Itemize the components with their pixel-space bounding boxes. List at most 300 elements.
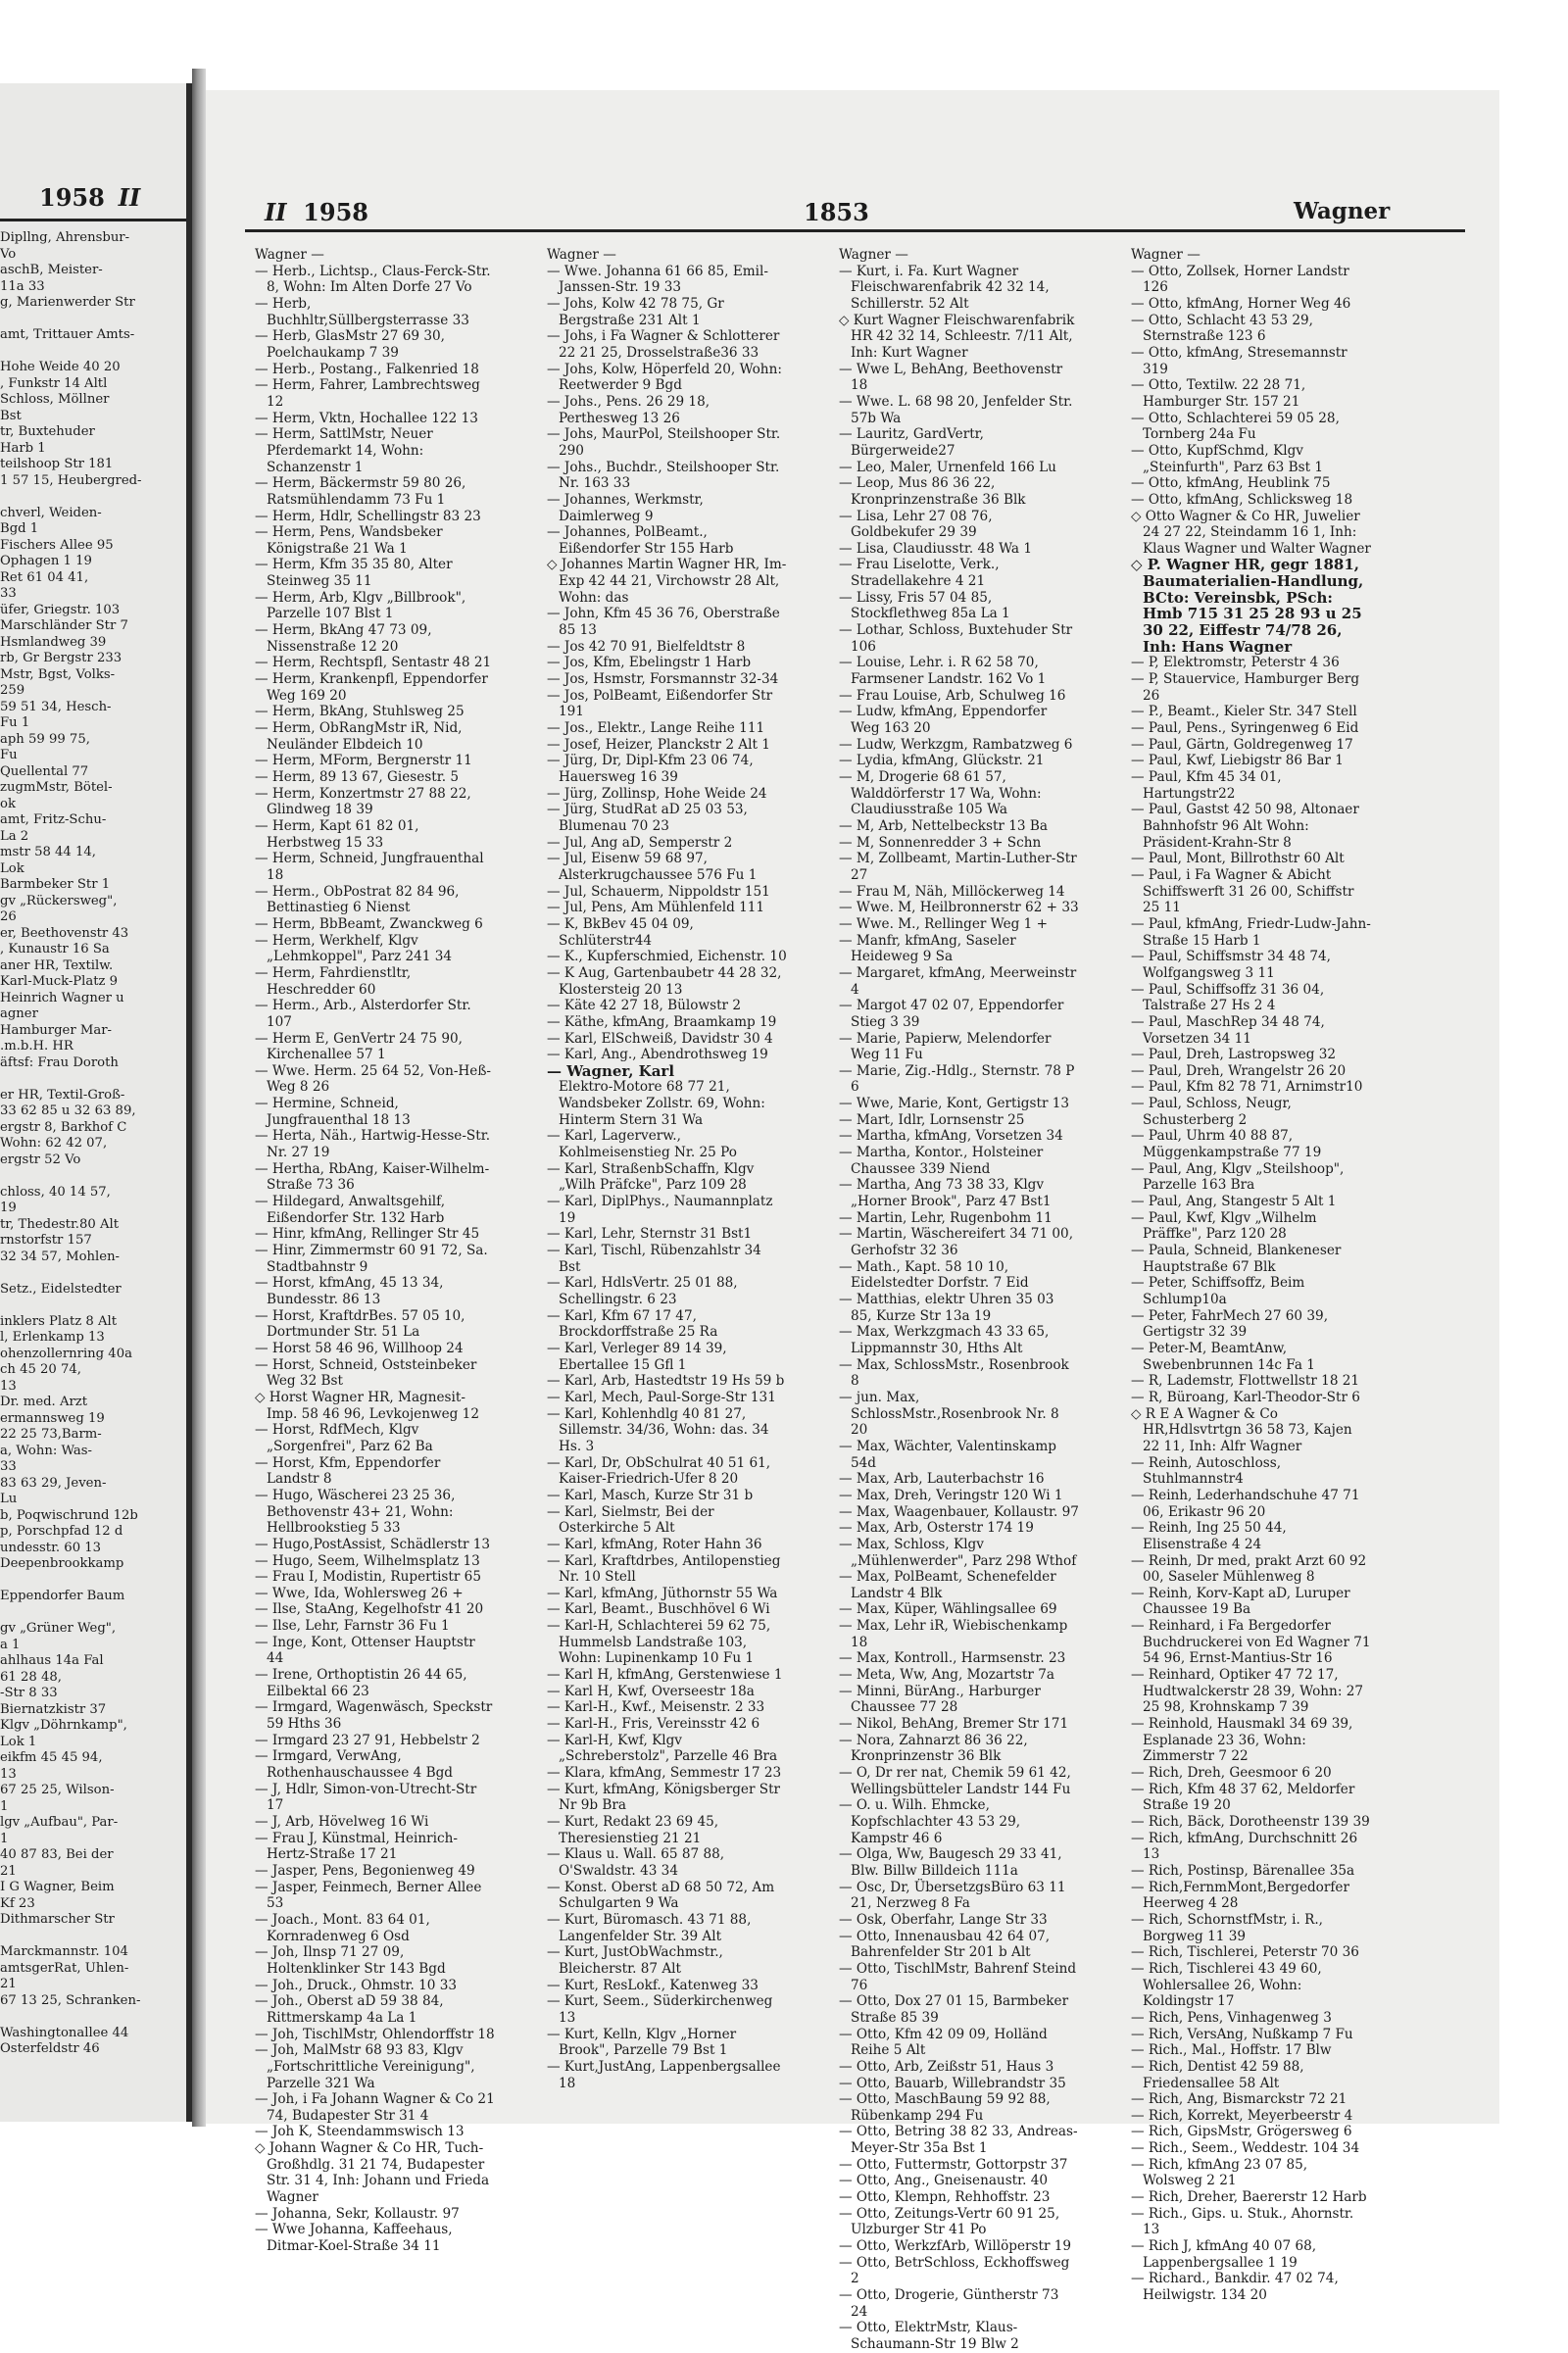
left-page-line: Quellental 77 bbox=[0, 763, 89, 779]
directory-entry: — Mart, Idlr, Lornsenstr 25 bbox=[839, 1111, 1025, 1128]
directory-entry: — Karl, Ang., Abendrothsweg 19 bbox=[547, 1047, 768, 1063]
directory-entry: — Herm, Arb, Klgv „Billbrook", Parzelle 107 Blst 1 bbox=[255, 589, 466, 622]
left-page-line: -Str 8 33 bbox=[0, 1686, 58, 1700]
directory-entry: — Peter, FahrMech 27 60 39, Gertigstr 32 39 bbox=[1131, 1307, 1329, 1341]
directory-entry: — Karl, kfmAng, Roter Hahn 36 bbox=[547, 1536, 762, 1552]
directory-entry: — Jos, Kfm, Ebelingstr 1 Harb bbox=[547, 655, 752, 671]
left-page-line: ermannsweg 19 bbox=[0, 1410, 105, 1426]
left-page-line: I G Wagner, Beim bbox=[0, 1880, 115, 1894]
directory-entry: — Herm, Kapt 61 82 01, Herbstweg 15 33 bbox=[255, 817, 419, 851]
directory-entry: — Herm, Krankenpfl, Eppendorfer Weg 169 20 bbox=[255, 671, 488, 704]
directory-entry: — Rich, Dreh, Geesmoor 6 20 bbox=[1131, 1765, 1332, 1782]
directory-entry: — Konst. Oberst aD 68 50 72, Am Schulgarten 9 Wa bbox=[547, 1879, 775, 1912]
directory-entry: — Herm, 89 13 67, Giesestr. 5 bbox=[255, 769, 460, 785]
left-page-line: 1 bbox=[0, 1798, 9, 1814]
directory-entry: — Peter, Schiffsoffz, Beim Schlump10a bbox=[1131, 1275, 1305, 1307]
directory-entry: — Karl, Mech, Paul-Sorge-Str 131 bbox=[547, 1389, 776, 1405]
directory-entry: — Otto, Arb, Zeißstr 51, Haus 3 bbox=[839, 2058, 1054, 2075]
directory-entry: — Karl, Lehr, Sternstr 31 Bst1 bbox=[547, 1226, 753, 1243]
directory-entry: — Max, Werkzgmach 43 33 65, Lippmannstr 30, Hths Alt bbox=[839, 1324, 1050, 1356]
left-page-line: 1 bbox=[0, 1831, 9, 1846]
directory-entry: — Rich, Kfm 48 37 62, Meldorfer Straße 19 20 bbox=[1131, 1781, 1355, 1814]
directory-entry: — Rich., Seem., Weddestr. 104 34 bbox=[1131, 2140, 1360, 2157]
directory-entry: — Otto, kfmAng, Stresemannstr 319 bbox=[1131, 344, 1348, 377]
directory-entry: — Rich, SchornstfMstr, i. R., Borgweg 11 39 bbox=[1131, 1911, 1323, 1944]
directory-entry: — Kurt, ResLokf., Katenweg 33 bbox=[547, 1977, 759, 1993]
directory-entry: — Otto, KupfSchmd, Klgv „Steinfurth", Parz 63 Bst 1 bbox=[1131, 442, 1323, 475]
directory-entry: — Nora, Zahnarzt 86 36 22, Kronprinzenstr 36 Blk bbox=[839, 1732, 1028, 1765]
left-page-line: , Funkstr 14 Altl bbox=[0, 375, 108, 391]
directory-entry: — P, Elektromstr, Peterstr 4 36 bbox=[1131, 655, 1340, 671]
directory-entry: — Jul, Eisenw 59 68 97, Alsterkrugchaussee 576 Fu 1 bbox=[547, 851, 758, 883]
directory-entry: — Herm, Hdlr, Schellingstr 83 23 bbox=[255, 508, 481, 524]
left-page-line: Ret 61 04 41, bbox=[0, 569, 89, 585]
directory-entry: — jun. Max, SchlossMstr.,Rosenbrook Nr. 8 20 bbox=[839, 1389, 1059, 1439]
directory-entry: — Jos 42 70 91, Bielfeldtstr 8 bbox=[547, 638, 746, 655]
left-page-line bbox=[0, 1265, 182, 1282]
directory-entry: — Martin, Wäschereifert 34 71 00, Gerhofstr 32 36 bbox=[839, 1226, 1074, 1259]
directory-entry: — Paul, i Fa Wagner & Abicht Schiffswerft 31 26 00, Schiffstr 25 11 bbox=[1131, 866, 1354, 916]
directory-entry: — Karl H, kfmAng, Gerstenwiese 1 bbox=[547, 1667, 783, 1684]
directory-entry: — Jos., Elektr., Lange Reihe 111 bbox=[547, 720, 765, 737]
column-heading: Wagner — bbox=[255, 247, 324, 263]
directory-entry: — M, Sonnenredder 3 + Schn bbox=[839, 834, 1042, 851]
column-heading: Wagner — bbox=[1131, 247, 1200, 263]
directory-entry: — Rich, Ang, Bismarckstr 72 21 bbox=[1131, 2091, 1348, 2108]
left-page-line: ahlhaus 14a Fal bbox=[0, 1653, 104, 1668]
left-page-line: Marckmannstr. 104 bbox=[0, 1944, 128, 1959]
directory-entry: — Karl, Kfm 67 17 47, Brockdorffstraße 25 Ra bbox=[547, 1307, 718, 1341]
directory-entry: — Frau M, Näh, Millöckerweg 14 bbox=[839, 883, 1065, 900]
left-page-line: rb, Gr Bergstr 233 bbox=[0, 651, 122, 665]
directory-entry: — Inge, Kont, Ottenser Hauptstr 44 bbox=[255, 1634, 475, 1667]
directory-entry: — Nikol, BehAng, Bremer Str 171 bbox=[839, 1716, 1069, 1733]
left-page-line: 259 bbox=[0, 683, 25, 698]
directory-entry: — Paul, Kfm 45 34 01, Hartungstr22 bbox=[1131, 769, 1282, 802]
directory-entry: — Paul, Kwf, Liebigstr 86 Bar 1 bbox=[1131, 753, 1344, 769]
directory-entry: — Karl, Tischl, Rübenzahlstr 34 Bst bbox=[547, 1243, 761, 1275]
directory-entry: — Reinhard, i Fa Bergedorfer Buchdruckerei von Ed Wagner 71 54 96, Ernst-Mantius-Str 16 bbox=[1131, 1618, 1371, 1667]
directory-entry: — Horst, Schneid, Oststeinbeker Weg 32 Bst bbox=[255, 1356, 477, 1390]
directory-entry: — Herm, Fahrdienstltr, Heschredder 60 bbox=[255, 964, 412, 998]
left-page-line: aph 59 99 75, bbox=[0, 731, 90, 747]
left-page-line: Heinrich Wagner u bbox=[0, 990, 124, 1005]
directory-entry: — Karl-H, Schlachterei 59 62 75, Hummelsb Landstraße 103, Wohn: Lupinenkamp 10 Fu 1 bbox=[547, 1618, 771, 1667]
left-page-line: .m.b.H. HR bbox=[0, 1039, 74, 1054]
left-page-line: 67 25 25, Wilson- bbox=[0, 1783, 115, 1797]
directory-entry: — Osk, Oberfahr, Lange Str 33 bbox=[839, 1911, 1048, 1928]
left-page-line: rnstorfstr 157 bbox=[0, 1233, 92, 1248]
directory-entry: — Otto, TischlMstr, Bahrenf Steind 76 bbox=[839, 1960, 1077, 1993]
directory-entry: — O, Dr rer nat, Chemik 59 61 42, Wellingsbütteler Landstr 144 Fu bbox=[839, 1765, 1071, 1797]
left-page-line: ergstr 8, Barkhof C bbox=[0, 1119, 127, 1135]
left-page-line: La 2 bbox=[0, 828, 29, 844]
left-page-line: gv „Rückersweg", bbox=[0, 893, 118, 908]
left-page-line: 83 63 29, Jeven- bbox=[0, 1475, 107, 1491]
directory-entry: — Irene, Orthoptistin 26 44 65, Eilbektal 66 23 bbox=[255, 1667, 467, 1699]
directory-column-1 bbox=[255, 247, 495, 2255]
directory-entry: — Käte 42 27 18, Bülowstr 2 bbox=[547, 998, 741, 1014]
directory-entry: — Horst, Kfm, Eppendorfer Landstr 8 bbox=[255, 1454, 441, 1488]
left-page-line: er HR, Textil-Groß- bbox=[0, 1087, 125, 1103]
directory-entry: ◇ Horst Wagner HR, Magnesit-Imp. 58 46 96, Levkojenweg 12 bbox=[255, 1389, 479, 1422]
left-page-year: 1958 bbox=[39, 183, 105, 212]
directory-entry: — Paul, Gastst 42 50 98, Altonaer Bahnhofstr 96 Alt Wohn: Präsident-Krahn-Str 8 bbox=[1131, 802, 1359, 851]
left-page-line: 59 51 34, Hesch- bbox=[0, 699, 112, 714]
directory-column-4 bbox=[1131, 247, 1371, 2304]
directory-entry: — Rich, Korrekt, Meyerbeerstr 4 bbox=[1131, 2107, 1353, 2124]
left-page-line: ergstr 52 Vo bbox=[0, 1152, 81, 1167]
left-page-line bbox=[0, 1573, 182, 1590]
directory-entry: — Jul, Ang aD, Semperstr 2 bbox=[547, 834, 733, 851]
directory-entry: — Joh, Ilnsp 71 27 09, Holtenklinker Str 143 Bgd bbox=[255, 1944, 446, 1977]
directory-entry: — Hinr, kfmAng, Rellinger Str 45 bbox=[255, 1226, 480, 1243]
directory-entry: — Karl, Masch, Kurze Str 31 b bbox=[547, 1487, 754, 1503]
column-heading: Wagner — bbox=[839, 247, 908, 263]
directory-entry: — Karl, HdlsVertr. 25 01 88, Schellingstr. 6 23 bbox=[547, 1275, 738, 1307]
directory-entry: — Matthias, elektr Uhren 35 03 85, Kurze Str 13a 19 bbox=[839, 1292, 1054, 1324]
directory-entry: — Olga, Ww, Baugesch 29 33 41, Blw. Billw Billdeich 111a bbox=[839, 1846, 1062, 1879]
left-page-line: Biernatzkistr 37 bbox=[0, 1701, 107, 1717]
left-page-line: Karl-Muck-Platz 9 bbox=[0, 974, 119, 989]
directory-entry: — Rich, kfmAng, Durchschnitt 26 13 bbox=[1131, 1830, 1358, 1863]
directory-entry: — Kurt, JustObWachmstr., Bleicherstr. 87 Alt bbox=[547, 1944, 723, 1977]
left-page-line: 26 bbox=[0, 909, 17, 924]
directory-entry: — Otto, Dox 27 01 15, Barmbeker Straße 85 39 bbox=[839, 1993, 1069, 2026]
directory-entry: — Jos, Hsmstr, Forsmannstr 32-34 bbox=[547, 671, 779, 688]
right-page-volume: II bbox=[265, 198, 287, 226]
directory-entry: — P, Stauervice, Hamburger Berg 26 bbox=[1131, 671, 1360, 704]
left-page-line: eikfm 45 45 94, bbox=[0, 1750, 103, 1765]
directory-entry: — Irmgard, VerwAng, Rothenhauschaussee 4 Bgd bbox=[255, 1748, 453, 1782]
directory-entry: — Otto, WerkzfArb, Willöperstr 19 bbox=[839, 2238, 1072, 2255]
left-page-line: 40 87 83, Bei der bbox=[0, 1847, 114, 1862]
directory-entry: — Max, Wächter, Valentinskamp 54d bbox=[839, 1438, 1056, 1471]
left-page-line: amt, Fritz-Schu- bbox=[0, 812, 107, 827]
left-page-line: gv „Grüner Weg", bbox=[0, 1621, 117, 1636]
directory-entry: — Paul, Mont, Billrothstr 60 Alt bbox=[1131, 851, 1345, 867]
directory-entry: — Joh, MalMstr 68 93 83, Klgv „Fortschrittliche Vereinigung", Parzelle 321 Wa bbox=[255, 2042, 475, 2091]
directory-entry: — Herb., Postang., Falkenried 18 bbox=[255, 361, 479, 377]
directory-entry: — Lissy, Fris 57 04 85, Stockflethweg 85a La 1 bbox=[839, 589, 1010, 622]
directory-entry: — Karl, Kohlenhdlg 40 81 27, Sillemstr. 34/36, Wohn: das. 34 Hs. 3 bbox=[547, 1405, 769, 1454]
directory-entry: — Herm, ObRangMstr iR, Nid, Neuländer Elbdeich 10 bbox=[255, 720, 463, 753]
directory-entry: — Paul, Schiffsmstr 34 48 74, Wolfgangsweg 3 11 bbox=[1131, 949, 1331, 981]
left-page-line: Fu bbox=[0, 748, 18, 762]
left-page-line: b, Poqwischrund 12b bbox=[0, 1507, 138, 1523]
directory-entry: — Lisa, Lehr 27 08 76, Goldbekufer 29 39 bbox=[839, 508, 993, 541]
directory-entry: — Johs., Pens. 26 29 18, Perthesweg 13 26 bbox=[547, 393, 710, 426]
directory-entry: — Karl, DiplPhys., Naumannplatz 19 bbox=[547, 1194, 773, 1226]
directory-entry: ◇ P. Wagner HR, gegr 1881, Baumaterialien-Handlung, BCto: Vereinsbk, PSch: Hmb 715 31 25 28 93 u 25 30 22, Eiffestr 74/78 26, Inh: Hans Wagner bbox=[1131, 556, 1364, 656]
directory-entry: — Hildegard, Anwaltsgehilf, Eißendorfer Str. 132 Harb bbox=[255, 1194, 446, 1226]
directory-entry: — Johannes, Werkmstr, Daimlerweg 9 bbox=[547, 491, 704, 524]
directory-entry: — Otto, kfmAng, Heublink 75 bbox=[1131, 475, 1331, 492]
directory-entry: — Otto, Ang., Gneisenaustr. 40 bbox=[839, 2173, 1049, 2189]
directory-entry: — Paul, Ang, Stangestr 5 Alt 1 bbox=[1131, 1194, 1337, 1210]
directory-entry: — Hertha, RbAng, Kaiser-Wilhelm-Straße 73 36 bbox=[255, 1160, 490, 1194]
left-page-line: mstr 58 44 14, bbox=[0, 845, 96, 859]
left-page-header bbox=[39, 183, 140, 212]
directory-entry: — Herm, BkAng, Stuhlsweg 25 bbox=[255, 704, 465, 720]
directory-entry: — Rich, Pens, Vinhagenweg 3 bbox=[1131, 2009, 1332, 2026]
directory-entry: — Lauritz, GardVertr, Bürgerweide27 bbox=[839, 426, 984, 459]
directory-entry: — Kurt,JustAng, Lappenbergsallee 18 bbox=[547, 2058, 781, 2091]
directory-entry: — Wwe, Marie, Kont, Gertigstr 13 bbox=[839, 1096, 1070, 1112]
left-page-line: , Kunaustr 16 Sa bbox=[0, 942, 110, 956]
left-page-line: Dipllng, Ahrensbur- bbox=[0, 230, 130, 245]
directory-entry: — Joh, TischlMstr, Ohlendorffstr 18 bbox=[255, 2026, 495, 2042]
left-page-line: 32 34 57, Mohlen- bbox=[0, 1249, 121, 1264]
directory-entry: — Karl, kfmAng, Jüthornstr 55 Wa bbox=[547, 1585, 778, 1601]
left-page-line: Vo bbox=[0, 246, 17, 262]
directory-entry: — Herta, Näh., Hartwig-Hesse-Str. Nr. 27 19 bbox=[255, 1128, 491, 1161]
left-page-line bbox=[0, 1929, 182, 1945]
directory-entry: — Wwe. L. 68 98 20, Jenfelder Str. 57b Wa bbox=[839, 393, 1073, 426]
directory-entry: — Otto, ElektrMstr, Klaus-Schaumann-Str 19 Blw 2 bbox=[839, 2320, 1019, 2352]
directory-entry: — Max, Waagenbauer, Kollaustr. 97 bbox=[839, 1503, 1079, 1520]
directory-entry: — Paul, Kfm 82 78 71, Arnimstr10 bbox=[1131, 1079, 1363, 1096]
directory-entry: — Käthe, kfmAng, Braamkamp 19 bbox=[547, 1013, 777, 1030]
directory-entry: — Rich., Gips. u. Stuk., Ahornstr. 13 bbox=[1131, 2205, 1354, 2238]
directory-entry: — Horst, kfmAng, 45 13 34, Bundesstr. 86 13 bbox=[255, 1275, 444, 1307]
directory-entry: — Kurt, kfmAng, Königsberger Str Nr 9b Bra bbox=[547, 1781, 781, 1814]
left-page-line bbox=[0, 1168, 182, 1185]
directory-entry: — Karl, ElSchweiß, Davidstr 30 4 bbox=[547, 1030, 773, 1047]
left-page-line: Marschländer Str 7 bbox=[0, 618, 128, 633]
directory-entry: — Reinh, Korv-Kapt aD, Luruper Chaussee 19 Ba bbox=[1131, 1585, 1350, 1618]
directory-entry: — Reinh, Lederhandschuhe 47 71 06, Erikastr 96 20 bbox=[1131, 1487, 1360, 1520]
left-page-line: lgv „Aufbau", Par- bbox=[0, 1815, 119, 1830]
left-page-line: 13 bbox=[0, 1766, 17, 1782]
directory-entry: — Herb, GlasMstr 27 69 30, Poelchaukamp 7 39 bbox=[255, 328, 445, 361]
left-page-line: Hamburger Mar- bbox=[0, 1022, 112, 1038]
directory-entry: — Paul, Uhrm 40 88 87, Müggenkampstraße 77 19 bbox=[1131, 1128, 1322, 1161]
directory-entry: — Jos, PolBeamt, Eißendorfer Str 191 bbox=[547, 687, 773, 720]
left-page-line: Dr. med. Arzt bbox=[0, 1395, 88, 1409]
left-page-line: teilshoop Str 181 bbox=[0, 457, 114, 471]
directory-column-3 bbox=[839, 247, 1079, 2353]
directory-entry: — Louise, Lehr. i. R 62 58 70, Farmsener Landstr. 162 Vo 1 bbox=[839, 655, 1047, 688]
left-page-line: 33 62 85 u 32 63 89, bbox=[0, 1103, 136, 1118]
left-page-line: a 1 bbox=[0, 1637, 21, 1652]
directory-entry: — Wwe, Ida, Wohlersweg 26 + bbox=[255, 1585, 464, 1601]
directory-entry: — John, Kfm 45 36 76, Oberstraße 85 13 bbox=[547, 606, 780, 639]
directory-entry: — Joach., Mont. 83 64 01, Kornradenweg 6 Osd bbox=[255, 1911, 430, 1944]
left-page-line: ohenzollernring 40a bbox=[0, 1346, 132, 1361]
directory-entry: ◇ Kurt Wagner Fleischwarenfabrik HR 42 32 14, Schleestr. 7/11 Alt, Inh: Kurt Wagner bbox=[839, 312, 1075, 361]
directory-entry: ◇ Johannes Martin Wagner HR, Im-Exp 42 44 21, Virchowstr 28 Alt, Wohn: das bbox=[547, 557, 787, 606]
directory-entry: — Karl, Verleger 89 14 39, Ebertallee 15 Gfl 1 bbox=[547, 1340, 727, 1373]
directory-entry: — R, Büroang, Karl-Theodor-Str 6 bbox=[1131, 1389, 1360, 1405]
directory-entry: — Jasper, Feinmech, Berner Allee 53 bbox=[255, 1879, 482, 1912]
directory-entry: — Martha, kfmAng, Vorsetzen 34 bbox=[839, 1128, 1063, 1145]
directory-entry: — Karl, StraßenbSchaffn, Klgv „Wilh Präfcke", Parz 109 28 bbox=[547, 1160, 755, 1194]
directory-entry: — Karl, Beamt., Buschhövel 6 Wi bbox=[547, 1601, 770, 1618]
left-page-line bbox=[0, 1298, 182, 1314]
directory-entry: — Leo, Maler, Urnenfeld 166 Lu bbox=[839, 459, 1056, 475]
left-page-line: p, Porschpfad 12 d bbox=[0, 1524, 123, 1539]
directory-entry: — Kurt, Seem., Süderkirchenweg 13 bbox=[547, 1993, 773, 2026]
directory-entry: — Otto, Innenausbau 42 64 07, Bahrenfelder Str 201 b Alt bbox=[839, 1928, 1051, 1961]
directory-entry: — Herm, Werkhelf, Klgv „Lehmkoppel", Parz 241 34 bbox=[255, 932, 453, 965]
directory-entry: — Herm, SattlMstr, Neuer Pferdemarkt 14, Wohn: Schanzenstr 1 bbox=[255, 426, 433, 475]
left-page-line: 67 13 25, Schranken- bbox=[0, 1992, 141, 2008]
left-page-line: Bgd 1 bbox=[0, 521, 39, 536]
directory-entry: — Karl, Dr, ObSchulrat 40 51 61, Kaiser-Friedrich-Ufer 8 20 bbox=[547, 1454, 771, 1488]
directory-entry: — Math., Kapt. 58 10 10, Eidelstedter Dorfstr. 7 Eid bbox=[839, 1258, 1029, 1292]
directory-entry: ◇ R E A Wagner & Co HR,Hdlsvtrtgn 36 58 73, Kajen 22 11, Inh: Alfr Wagner bbox=[1131, 1405, 1352, 1454]
left-page-line: amt, Trittauer Amts- bbox=[0, 327, 135, 342]
directory-entry: — Max, Dreh, Veringstr 120 Wi 1 bbox=[839, 1487, 1063, 1503]
directory-entry: — Herm, Vktn, Hochallee 122 13 bbox=[255, 410, 478, 426]
directory-entry: — Herb, Buchhltr,Süllbergsterrasse 33 bbox=[255, 295, 469, 328]
directory-entry: — Rich., Mal., Hoffstr. 17 Blw bbox=[1131, 2042, 1332, 2059]
directory-entry: — Martha, Kontor., Holsteiner Chaussee 339 Niend bbox=[839, 1145, 1044, 1177]
left-page-line: Lok bbox=[0, 860, 24, 876]
left-page-line: 33 bbox=[0, 586, 17, 601]
directory-entry: — Horst 58 46 96, Willhoop 24 bbox=[255, 1340, 464, 1356]
directory-entry: — Otto, BetrSchloss, Eckhoffsweg 2 bbox=[839, 2254, 1070, 2287]
directory-entry: — Johs, Kolw 42 78 75, Gr Bergstraße 231 Alt 1 bbox=[547, 295, 724, 328]
directory-entry: — Max, Kontroll., Harmsenstr. 23 bbox=[839, 1650, 1066, 1667]
directory-entry: — Jürg, Zollinsp, Hohe Weide 24 bbox=[547, 785, 767, 802]
directory-entry: — Otto, Betring 38 82 33, Andreas-Meyer-Str 35a Bst 1 bbox=[839, 2124, 1078, 2157]
directory-entry: — Wwe. Johanna 61 66 85, Emil-Janssen-Str. 19 33 bbox=[547, 263, 768, 296]
left-page-line: Harb 1 bbox=[0, 440, 46, 456]
directory-entry: — Martin, Lehr, Rugenbohm 11 bbox=[839, 1209, 1053, 1226]
directory-entry: — K., Kupferschmied, Eichenstr. 10 bbox=[547, 949, 787, 965]
left-page-volume: II bbox=[118, 183, 141, 212]
directory-entry: — Paula, Schneid, Blankeneser Hauptstraße 67 Blk bbox=[1131, 1243, 1342, 1275]
left-page-line bbox=[0, 1605, 182, 1622]
left-page-column bbox=[0, 230, 182, 2058]
directory-entry: — Jasper, Pens, Begonienweg 49 bbox=[255, 1862, 475, 1879]
left-page-line: inklers Platz 8 Alt bbox=[0, 1313, 118, 1329]
left-page-line: Mstr, Bgst, Volks- bbox=[0, 666, 116, 682]
directory-entry: — Wwe L, BehAng, Beethovenstr 18 bbox=[839, 361, 1063, 394]
directory-entry: — Lydia, kfmAng, Glückstr. 21 bbox=[839, 753, 1045, 769]
directory-entry: — Herm., Arb., Alsterdorfer Str. 107 bbox=[255, 998, 471, 1030]
directory-entry: — Herm, BbBeamt, Zwanckweg 6 bbox=[255, 915, 483, 932]
directory-entry: — Joh., Druck., Ohmstr. 10 33 bbox=[255, 1977, 458, 1993]
directory-entry: — Paul, Gärtn, Goldregenweg 17 bbox=[1131, 736, 1353, 753]
directory-entry: — Otto, Klempn, Rehhoffstr. 23 bbox=[839, 2189, 1051, 2206]
left-page-line: ok bbox=[0, 796, 16, 811]
directory-entry: — Reinh, Dr med, prakt Arzt 60 92 00, Saseler Mühlenweg 8 bbox=[1131, 1552, 1367, 1586]
right-page-header-left bbox=[265, 198, 368, 226]
left-page-line: 61 28 48, bbox=[0, 1669, 62, 1685]
directory-entry: — Karl-H., Kwf., Meisenstr. 2 33 bbox=[547, 1699, 765, 1716]
directory-entry: — Otto, Textilw. 22 28 71, Hamburger Str. 157 21 bbox=[1131, 377, 1306, 410]
directory-entry: — Max, SchlossMstr., Rosenbrook 8 bbox=[839, 1356, 1069, 1390]
directory-entry: — K, BkBev 45 04 09, Schlüterstr44 bbox=[547, 915, 694, 949]
directory-entry: — Jürg, Dr, Dipl-Kfm 23 06 74, Hauersweg 16 39 bbox=[547, 753, 754, 785]
left-page-line bbox=[0, 1071, 182, 1088]
directory-entry: — Rich, VersAng, Nußkamp 7 Fu bbox=[1131, 2026, 1353, 2042]
directory-entry: — Meta, Ww, Ang, Mozartstr 7a bbox=[839, 1667, 1054, 1684]
directory-entry: — Wwe Johanna, Kaffeehaus, Ditmar-Koel-Straße 34 11 bbox=[255, 2222, 453, 2255]
directory-entry: — Herm, Pens, Wandsbeker Königstraße 21 Wa 1 bbox=[255, 524, 443, 557]
directory-entry: — Hugo,PostAssist, Schädlerstr 13 bbox=[255, 1536, 491, 1552]
directory-entry: — Rich,FernmMont,Bergedorfer Heerweg 4 28 bbox=[1131, 1879, 1349, 1912]
directory-entry: — Karl, Lagerverw., Kohlmeisenstieg Nr. 25 Po bbox=[547, 1128, 737, 1161]
directory-column-2 bbox=[547, 247, 787, 2091]
left-page-line: tr, Buxtehuder bbox=[0, 424, 95, 439]
directory-entry: — Herb., Lichtsp., Claus-Ferck-Str. 8, Wohn: Im Alten Dorfe 27 Vo bbox=[255, 263, 491, 296]
directory-entry: — Johanna, Sekr, Kollaustr. 97 bbox=[255, 2205, 460, 2222]
left-page-line: Barmbeker Str 1 bbox=[0, 877, 111, 892]
directory-entry: — Johs, i Fa Wagner & Schlotterer 22 21 25, Drosselstraße36 33 bbox=[547, 328, 780, 361]
left-page-line: zugmMstr, Bötel- bbox=[0, 780, 113, 795]
directory-entry: — Reinhard, Optiker 47 72 17, Hudtwalckerstr 28 39, Wohn: 27 25 98, Krohnskamp 7 39 bbox=[1131, 1667, 1364, 1716]
directory-entry: — Herm, Konzertmstr 27 88 22, Glindweg 18 39 bbox=[255, 785, 471, 818]
directory-entry: — Rich, Tischlerei, Peterstr 70 36 bbox=[1131, 1944, 1359, 1961]
directory-entry: ◇ Otto Wagner & Co HR, Juwelier 24 27 22, Steindamm 16 1, Inh: Klaus Wagner und Walter Wagner bbox=[1131, 508, 1371, 557]
directory-entry: — Otto, Drogerie, Güntherstr 73 24 bbox=[839, 2287, 1059, 2320]
directory-entry: — Rich, Postinsp, Bärenallee 35a bbox=[1131, 1862, 1355, 1879]
directory-entry: — Herm, Rechtspfl, Sentastr 48 21 bbox=[255, 655, 492, 671]
left-page-line: Hohe Weide 40 20 bbox=[0, 360, 121, 374]
left-page-line: Klgv „Döhrnkamp", bbox=[0, 1718, 127, 1733]
left-page-line: 19 bbox=[0, 1201, 17, 1215]
directory-entry: — Karl-H., Fris, Vereinsstr 42 6 bbox=[547, 1716, 760, 1733]
directory-entry: ◇ Johann Wagner & Co HR, Tuch-Großhdlg. 31 21 74, Budapester Str. 31 4, Inh: Johann und Frieda Wagner bbox=[255, 2140, 490, 2206]
right-page bbox=[206, 90, 1499, 2352]
directory-entry: — Frau J, Künstmal, Heinrich-Hertz-Straße 17 21 bbox=[255, 1830, 458, 1863]
directory-entry: — Hermine, Schneid, Jungfrauenthal 18 13 bbox=[255, 1096, 411, 1128]
directory-entry: — Irmgard 23 27 91, Hebbelstr 2 bbox=[255, 1732, 480, 1748]
directory-entry: — Karl, Kraftdrbes, Antilopenstieg Nr. 10 Stell bbox=[547, 1552, 781, 1586]
directory-entry: — Wwe. Herm. 25 64 52, Von-Heß-Weg 8 26 bbox=[255, 1062, 491, 1096]
directory-entry: — Johs, MaurPol, Steilshooper Str. 290 bbox=[547, 426, 781, 459]
directory-entry: — Otto, kfmAng, Horner Weg 46 bbox=[1131, 295, 1351, 312]
directory-entry: — Karl, Sielmstr, Bei der Osterkirche 5 Alt bbox=[547, 1503, 714, 1537]
left-page-line: amtsgerRat, Uhlen- bbox=[0, 1960, 129, 1976]
directory-entry: — Wagner, Karl bbox=[547, 1061, 675, 1080]
right-page-rule bbox=[245, 229, 1465, 232]
directory-entry: — Josef, Heizer, Planckstr 2 Alt 1 bbox=[547, 736, 770, 753]
left-page-line: Fischers Allee 95 bbox=[0, 537, 114, 553]
directory-entry: — Paul, Kwf, Klgv „Wilhelm Präffke", Parz 120 28 bbox=[1131, 1209, 1317, 1243]
running-head-surname: Wagner bbox=[1294, 198, 1391, 224]
directory-entry: — Peter-M, BeamtAnw, Swebenbrunnen 14c Fa 1 bbox=[1131, 1340, 1315, 1373]
left-page-line bbox=[0, 2009, 182, 2026]
directory-entry: Elektro-Motore 68 77 21, Wandsbeker Zollstr. 69, Wohn: Hinterm Stern 31 Wa bbox=[559, 1079, 765, 1128]
directory-entry: — M, Arb, Nettelbeckstr 13 Ba bbox=[839, 817, 1048, 834]
directory-entry: — Jul, Pens, Am Mühlenfeld 111 bbox=[547, 900, 765, 916]
directory-entry: — Otto, Futtermstr, Gottorpstr 37 bbox=[839, 2156, 1068, 2173]
directory-entry: — Ilse, Lehr, Farnstr 36 Fu 1 bbox=[255, 1618, 450, 1635]
directory-entry: — M, Zollbeamt, Martin-Luther-Str 27 bbox=[839, 851, 1077, 883]
directory-entry: — R, Lademstr, Flottwellstr 18 21 bbox=[1131, 1373, 1360, 1390]
directory-entry: — Rich, Dreher, Baererstr 12 Harb bbox=[1131, 2189, 1367, 2206]
directory-entry: — Hugo, Seem, Wilhelmsplatz 13 bbox=[255, 1552, 480, 1569]
directory-entry: — Wwe. M., Rellinger Weg 1 + bbox=[839, 915, 1049, 932]
directory-entry: — Herm., ObPostrat 82 84 96, Bettinastieg 6 Nienst bbox=[255, 883, 460, 916]
directory-entry: — Herm, Kfm 35 35 80, Alter Steinweg 35 11 bbox=[255, 557, 453, 590]
directory-entry: — Kurt, i. Fa. Kurt Wagner Fleischwarenfabrik 42 32 14, Schillerstr. 52 Alt bbox=[839, 263, 1050, 312]
directory-entry: — Rich, Dentist 42 59 88, Friedensallee 58 Alt bbox=[1131, 2058, 1304, 2091]
left-page-line: Fu 1 bbox=[0, 715, 30, 730]
directory-entry: — Paul, Dreh, Lastropsweg 32 bbox=[1131, 1047, 1337, 1063]
left-page-line: Lu bbox=[0, 1492, 18, 1506]
directory-entry: — Kurt, Kelln, Klgv „Horner Brook", Parzelle 79 Bst 1 bbox=[547, 2026, 737, 2059]
directory-entry: — Rich, Tischlerei 43 49 60, Wohlersallee 26, Wohn: Koldingstr 17 bbox=[1131, 1960, 1322, 2010]
directory-entry: — Irmgard, Wagenwäsch, Speckstr 59 Hths 36 bbox=[255, 1699, 493, 1733]
left-page-line: Schloss, Möllner bbox=[0, 392, 110, 407]
left-page-line: agner bbox=[0, 1006, 38, 1021]
